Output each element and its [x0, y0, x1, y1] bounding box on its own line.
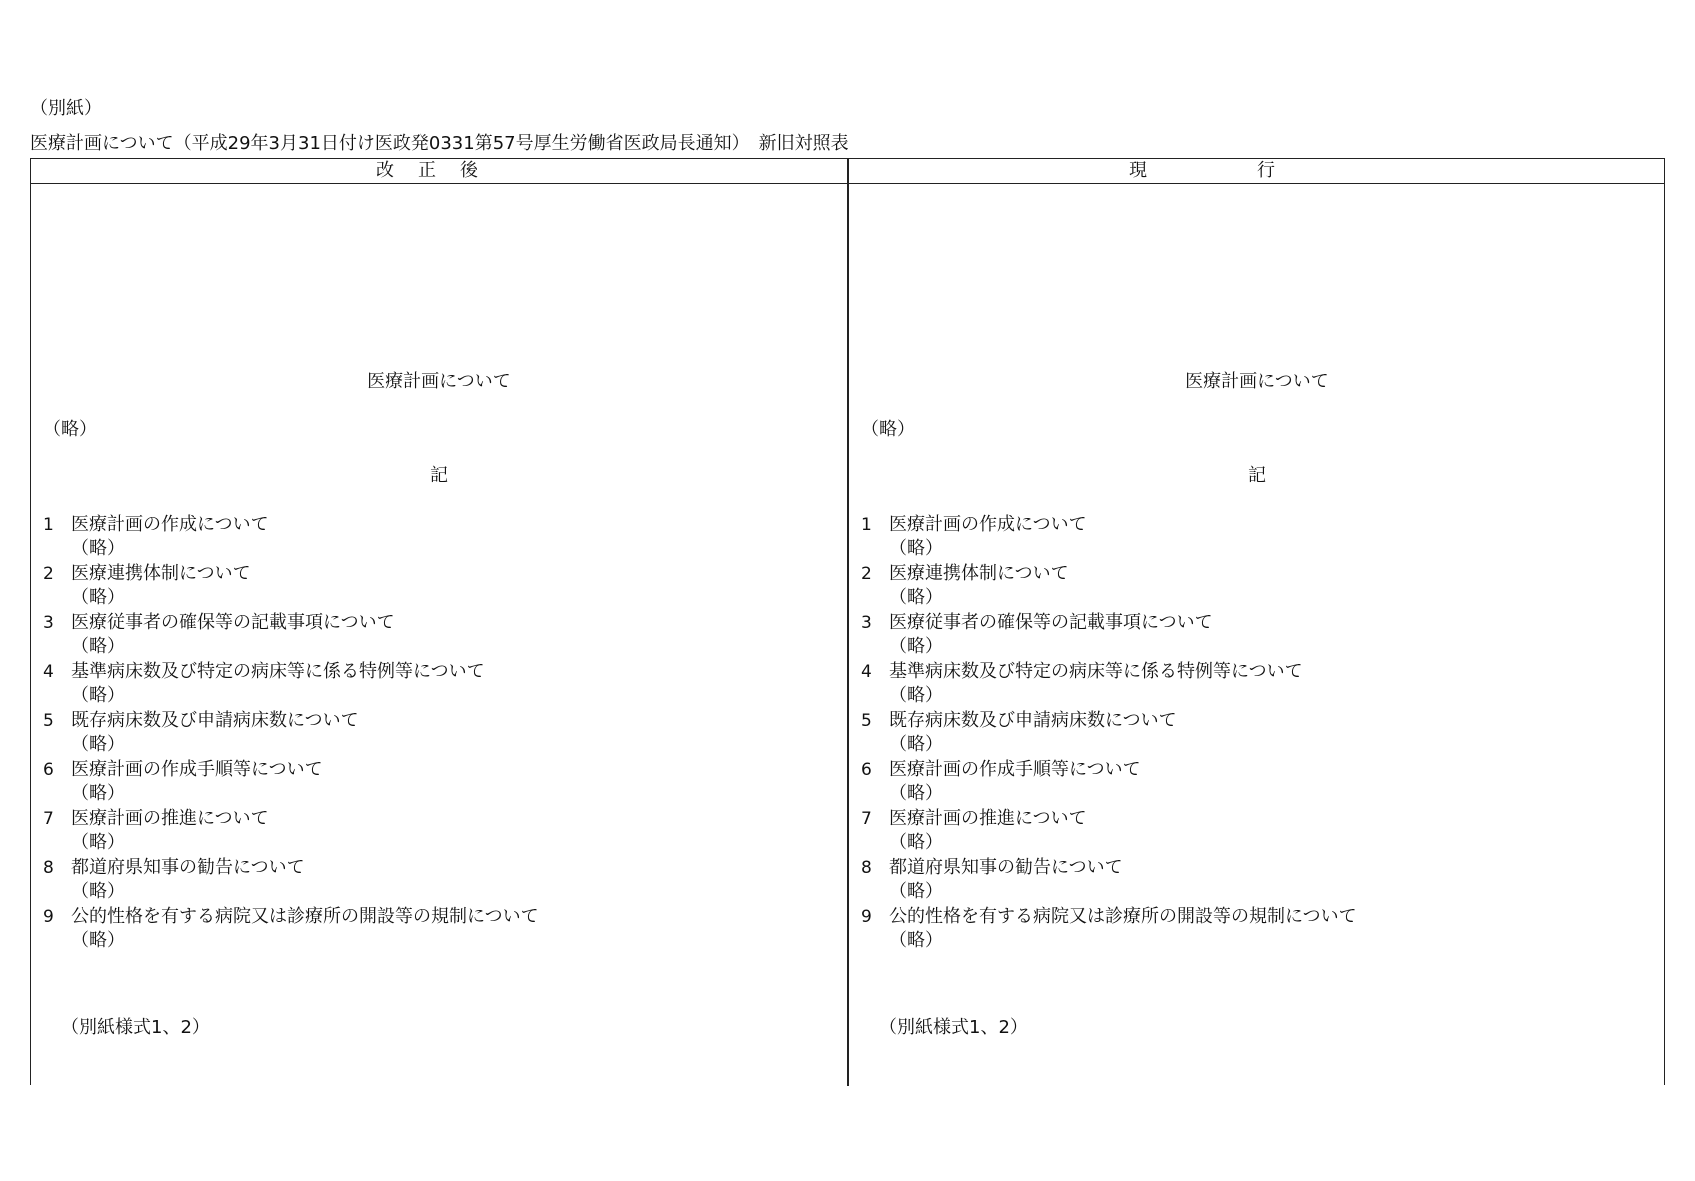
item-title: 医療計画の作成について [71, 514, 269, 535]
item-abbreviation: （略） [71, 881, 125, 902]
item-number: 3 [861, 613, 872, 633]
abbreviation-note: （略） [861, 419, 915, 440]
ki-marker: 記 [1248, 465, 1266, 486]
item-number: 3 [43, 613, 54, 633]
item-number: 1 [861, 515, 872, 535]
item-abbreviation: （略） [889, 734, 943, 755]
item-title: 医療計画の作成手順等について [889, 759, 1141, 780]
item-abbreviation: （略） [889, 930, 943, 951]
item-number: 4 [43, 662, 54, 682]
item-number: 9 [861, 907, 872, 927]
item-title: 既存病床数及び申請病床数について [889, 710, 1177, 731]
column-heading: 医療計画について [367, 371, 511, 392]
item-title: 医療計画の推進について [889, 808, 1087, 829]
item-abbreviation: （略） [889, 538, 943, 559]
forms-note: （別紙様式1、2） [879, 1017, 1028, 1038]
attachment-label: （別紙） [30, 98, 102, 119]
comparison-table [30, 158, 1665, 1085]
revised-column [31, 185, 847, 1085]
item-abbreviation: （略） [889, 783, 943, 804]
item-abbreviation: （略） [71, 636, 125, 657]
item-number: 6 [43, 760, 54, 780]
item-abbreviation: （略） [71, 930, 125, 951]
item-title: 基準病床数及び特定の病床等に係る特例等について [889, 661, 1303, 682]
item-abbreviation: （略） [889, 881, 943, 902]
forms-note: （別紙様式1、2） [61, 1017, 210, 1038]
column-heading: 医療計画について [1185, 371, 1329, 392]
header-revised: 改正後 [376, 160, 502, 181]
item-number: 5 [861, 711, 872, 731]
item-abbreviation: （略） [71, 832, 125, 853]
item-abbreviation: （略） [889, 636, 943, 657]
item-abbreviation: （略） [71, 734, 125, 755]
item-number: 7 [43, 809, 54, 829]
item-title: 基準病床数及び特定の病床等に係る特例等について [71, 661, 485, 682]
item-title: 医療従事者の確保等の記載事項について [71, 612, 395, 633]
ki-marker: 記 [430, 465, 448, 486]
item-abbreviation: （略） [71, 538, 125, 559]
item-abbreviation: （略） [71, 587, 125, 608]
item-number: 5 [43, 711, 54, 731]
item-abbreviation: （略） [889, 832, 943, 853]
item-title: 医療計画の作成について [889, 514, 1087, 535]
item-title: 医療連携体制について [71, 563, 251, 584]
item-number: 8 [861, 858, 872, 878]
item-title: 医療計画の作成手順等について [71, 759, 323, 780]
item-title: 医療計画の推進について [71, 808, 269, 829]
item-number: 6 [861, 760, 872, 780]
item-title: 公的性格を有する病院又は診療所の開設等の規制について [889, 906, 1357, 927]
item-title: 都道府県知事の勧告について [889, 857, 1123, 878]
item-abbreviation: （略） [889, 685, 943, 706]
item-abbreviation: （略） [71, 685, 125, 706]
current-column [849, 185, 1665, 1085]
abbreviation-note: （略） [43, 419, 97, 440]
item-number: 8 [43, 858, 54, 878]
item-title: 医療従事者の確保等の記載事項について [889, 612, 1213, 633]
item-title: 医療連携体制について [889, 563, 1069, 584]
item-number: 7 [861, 809, 872, 829]
item-number: 2 [43, 564, 54, 584]
item-number: 9 [43, 907, 54, 927]
item-title: 公的性格を有する病院又は診療所の開設等の規制について [71, 906, 539, 927]
header-current: 現行 [1129, 160, 1385, 181]
item-abbreviation: （略） [889, 587, 943, 608]
item-number: 4 [861, 662, 872, 682]
item-title: 都道府県知事の勧告について [71, 857, 305, 878]
item-title: 既存病床数及び申請病床数について [71, 710, 359, 731]
document-title: 医療計画について（平成29年3月31日付け医政発0331第57号厚生労働省医政局長通知） 新旧対照表 [30, 133, 849, 154]
item-abbreviation: （略） [71, 783, 125, 804]
item-number: 1 [43, 515, 54, 535]
item-number: 2 [861, 564, 872, 584]
